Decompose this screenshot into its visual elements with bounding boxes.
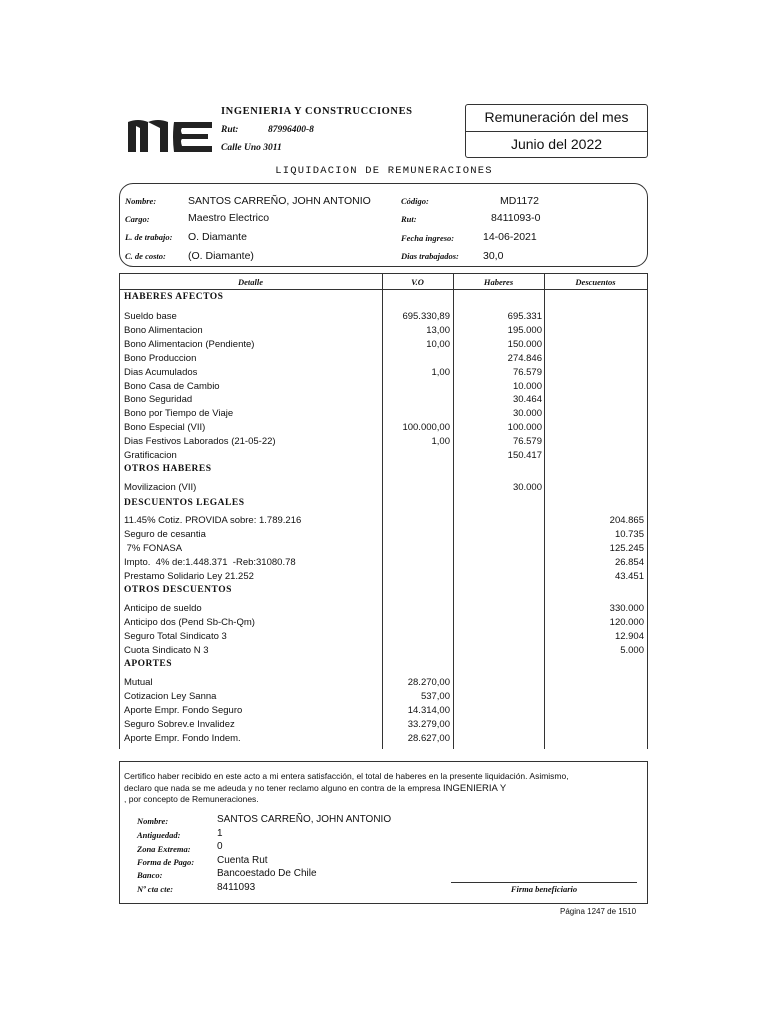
- certificate-line-2: declaro que nada se me adeuda y no tener reclamo alguno en contra de la empresa INGENIERIA Y: [124, 783, 507, 794]
- row-detalle: 11.45% Cotiz. PROVIDA sobre: 1.789.216: [124, 515, 302, 526]
- table-col-divider-vo: [382, 273, 383, 749]
- table-col-divider-haberes: [453, 273, 454, 749]
- row-detalle: Anticipo dos (Pend Sb-Ch-Qm): [124, 616, 255, 628]
- row-detalle: Cuota Sindicato N 3: [124, 644, 209, 656]
- rut-label: Rut:: [401, 214, 417, 224]
- company-rut: 87996400-8: [268, 125, 314, 135]
- page-number: Página 1247 de 1510: [560, 907, 637, 916]
- signature-label: Firma beneficiario: [510, 884, 578, 894]
- document-title: LIQUIDACION DE REMUNERACIONES: [275, 165, 493, 177]
- cert-pago: Cuenta Rut: [217, 855, 268, 866]
- row-detalle: Cotizacion Ley Sanna: [124, 690, 217, 702]
- row-vo: 1,00: [431, 366, 450, 378]
- employee-lugar: O. Diamante: [188, 231, 247, 243]
- employee-rut: 8411093-0: [491, 212, 541, 224]
- row-detalle: Seguro Total Sindicato 3: [124, 630, 227, 642]
- row-haberes: 195.000: [507, 324, 542, 336]
- table-left-border: [119, 273, 120, 749]
- row-descuentos: 5.000: [620, 644, 644, 656]
- row-vo: 695.330,89: [402, 311, 450, 322]
- row-detalle: Aporte Empr. Fondo Seguro: [124, 704, 243, 716]
- period-title: Remuneración del mes: [484, 109, 629, 125]
- row-detalle: Bono Alimentacion: [124, 324, 203, 336]
- company-logo: [128, 118, 212, 154]
- row-detalle: Bono Casa de Cambio: [124, 380, 220, 392]
- row-descuentos: 120.000: [609, 616, 644, 628]
- table-right-border: [647, 273, 648, 749]
- certificate-line-1: Certifico haber recibido en este acto a mi entera satisfacción, el total de haberes en la presente liquidación. Asimismo,: [124, 771, 569, 781]
- header-detalle: Detalle: [237, 277, 264, 287]
- lugar-label: L. de trabajo:: [125, 232, 173, 242]
- section-title-haberes-afectos: HABERES AFECTOS: [124, 292, 224, 302]
- codigo-label: Código:: [401, 196, 429, 206]
- row-detalle: Impto. 4% de:1.448.371 -Reb:31080.78: [124, 556, 296, 568]
- row-detalle: Bono Seguridad: [124, 394, 193, 406]
- cert-antiguedad-label: Antiguedad:: [137, 830, 181, 840]
- row-detalle: 7% FONASA: [124, 542, 183, 554]
- row-vo: 537,00: [420, 690, 450, 702]
- row-descuentos: 204.865: [609, 515, 644, 526]
- signature-line: [451, 882, 637, 883]
- period-month: Junio del 2022: [510, 136, 603, 152]
- row-detalle: Bono Alimentacion (Pendiente): [124, 338, 255, 350]
- section-title-otros-descuentos: OTROS DESCUENTOS: [124, 585, 232, 595]
- section-title-descuentos-legales: DESCUENTOS LEGALES: [124, 498, 245, 508]
- header-haberes: Haberes: [483, 277, 514, 287]
- row-detalle: Aporte Empr. Fondo Indem.: [124, 732, 241, 744]
- section-title-aportes: APORTES: [124, 659, 173, 669]
- company-name: INGENIERIA Y CONSTRUCCIONES: [221, 106, 413, 117]
- employee-costo: (O. Diamante): [188, 250, 254, 262]
- employee-cargo: Maestro Electrico: [188, 212, 270, 224]
- costo-label: C. de costo:: [125, 251, 166, 261]
- row-haberes: 100.000: [507, 422, 542, 434]
- row-detalle: Mutual: [124, 677, 153, 688]
- row-haberes: 76.579: [512, 436, 542, 448]
- certificate-line-3: , por concepto de Remuneraciones.: [124, 794, 259, 804]
- row-detalle: Sueldo base: [124, 311, 177, 322]
- row-detalle: Dias Acumulados: [124, 366, 198, 378]
- cert-nombre-label: Nombre:: [137, 816, 169, 826]
- cert-nombre: SANTOS CARREÑO, JOHN ANTONIO: [217, 814, 392, 825]
- row-vo: 28.627,00: [407, 732, 450, 744]
- cert-banco: Bancoestado De Chile: [217, 868, 317, 879]
- cargo-label: Cargo:: [125, 214, 150, 224]
- row-vo: 13,00: [426, 324, 450, 336]
- row-descuentos: 10.735: [614, 528, 644, 540]
- period-box: [465, 104, 648, 158]
- row-haberes: 30.000: [512, 408, 542, 420]
- ingreso-label: Fecha ingreso:: [401, 233, 455, 243]
- cert-zona: 0: [217, 841, 223, 852]
- nombre-label: Nombre:: [125, 196, 157, 206]
- row-haberes: 274.846: [507, 352, 542, 364]
- row-haberes: 30.000: [512, 482, 542, 493]
- row-detalle: Seguro Sobrev.e Invalidez: [124, 718, 235, 730]
- row-vo: 14.314,00: [407, 704, 450, 716]
- dias-label: Dias trabajados:: [401, 251, 459, 261]
- cert-zona-label: Zona Extrema:: [137, 844, 191, 854]
- header-descuentos: Descuentos: [575, 277, 616, 287]
- header-vo: V.O: [411, 277, 424, 287]
- row-vo: 10,00: [426, 338, 450, 350]
- row-descuentos: 125.245: [609, 542, 644, 554]
- employee-ingreso: 14-06-2021: [483, 231, 537, 243]
- row-descuentos: 26.854: [614, 556, 644, 568]
- row-haberes: 76.579: [512, 366, 542, 378]
- company-address: Calle Uno 3011: [221, 143, 282, 153]
- employee-dias: 30,0: [483, 250, 504, 262]
- row-descuentos: 12.904: [614, 630, 644, 642]
- row-detalle: Gratificacion: [124, 450, 177, 461]
- row-haberes: 150.417: [507, 450, 542, 461]
- cert-cta-label: Nº cta cte:: [137, 884, 174, 894]
- employee-name: SANTOS CARREÑO, JOHN ANTONIO: [188, 195, 371, 207]
- row-detalle: Bono Especial (VII): [124, 422, 206, 434]
- company-rut-label: Rut:: [221, 125, 239, 135]
- table-top-border: [119, 273, 648, 274]
- cert-cta: 8411093: [217, 882, 256, 893]
- row-detalle: Dias Festivos Laborados (21-05-22): [124, 436, 276, 448]
- row-detalle: Bono Produccion: [124, 352, 197, 364]
- cert-antiguedad: 1: [217, 828, 223, 839]
- row-detalle: Movilizacion (VII): [124, 482, 197, 493]
- cert-banco-label: Banco:: [137, 870, 163, 880]
- row-detalle: Prestamo Solidario Ley 21.252: [124, 570, 254, 582]
- row-detalle: Seguro de cesantia: [124, 528, 206, 540]
- row-haberes: 150.000: [507, 338, 542, 350]
- row-vo: 33.279,00: [407, 718, 450, 730]
- table-header-border: [119, 289, 648, 290]
- section-title-otros-haberes: OTROS HABERES: [124, 464, 212, 474]
- row-descuentos: 43.451: [614, 570, 644, 582]
- cert-pago-label: Forma de Pago:: [137, 857, 195, 867]
- row-descuentos: 330.000: [609, 603, 644, 614]
- table-col-divider-descuentos: [544, 273, 545, 749]
- row-vo: 100.000,00: [402, 422, 450, 434]
- row-detalle: Bono por Tiempo de Viaje: [124, 408, 234, 420]
- employee-codigo: MD1172: [500, 195, 539, 207]
- row-haberes: 695.331: [507, 311, 542, 322]
- row-vo: 28.270,00: [407, 677, 450, 688]
- row-haberes: 10.000: [512, 380, 542, 392]
- row-haberes: 30.464: [512, 394, 542, 406]
- row-detalle: Anticipo de sueldo: [124, 603, 202, 614]
- row-vo: 1,00: [431, 436, 450, 448]
